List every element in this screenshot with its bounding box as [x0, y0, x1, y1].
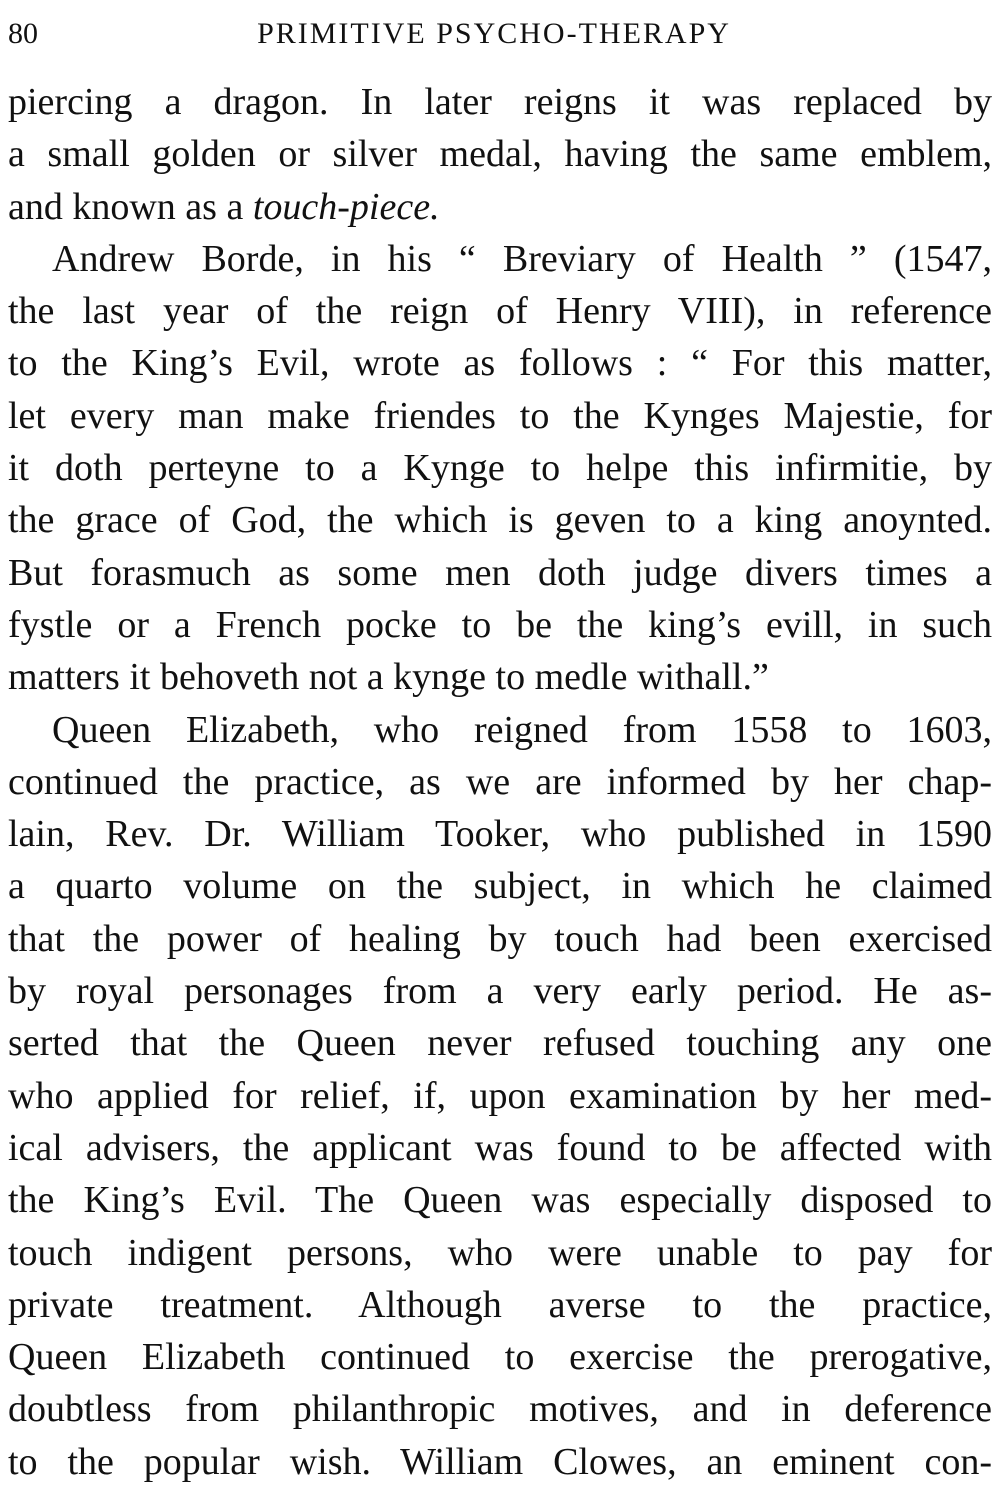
page-header	[8, 12, 992, 56]
page-number: 80	[8, 17, 38, 50]
text-line: Queen Elizabeth continued to exercise the prerogative,	[8, 1336, 992, 1379]
text-line: serted that the Queen never refused touching any one	[8, 1022, 992, 1065]
text-line: the King’s Evil. The Queen was especially disposed to	[8, 1179, 992, 1222]
italic-term: touch-piece.	[252, 185, 440, 228]
text-line: that the power of healing by touch had been exercised	[8, 917, 992, 960]
text-line: the grace of God, the which is geven to a king anoynted.	[8, 499, 992, 542]
text-line: who applied for relief, if, upon examination by her med-	[8, 1074, 992, 1117]
text-line: a quarto volume on the subject, in which he claimed	[8, 865, 992, 908]
text-line: fystle or a French pocke to be the king’s evill, in such	[8, 603, 992, 646]
text-line: the last year of the reign of Henry VIII), in reference	[8, 290, 992, 333]
text-line: ical advisers, the applicant was found to be affected with	[8, 1126, 992, 1169]
text-line: touch indigent persons, who were unable to pay for	[8, 1231, 992, 1274]
text-line: doubtless from philanthropic motives, and in deference	[8, 1388, 992, 1431]
text-line: a small golden or silver medal, having the same emblem,	[8, 133, 992, 176]
text-line: matters it behoveth not a kynge to medle withall.”	[8, 656, 769, 699]
text-line: to the King’s Evil, wrote as follows : “ For this matter,	[8, 342, 992, 385]
paragraph-first-line: Queen Elizabeth, who reigned from 1558 to 1603,	[52, 708, 992, 751]
text-line: it doth perteyne to a Kynge to helpe this infirmitie, by	[8, 447, 992, 490]
text-line: piercing a dragon. In later reigns it was replaced by	[8, 81, 992, 123]
text-line: private treatment. Although averse to the practice,	[8, 1283, 992, 1326]
text-line: lain, Rev. Dr. William Tooker, who published in 1590	[8, 813, 992, 856]
text-line: let every man make friendes to the Kynges Majestie, for	[8, 394, 992, 437]
text-line: But forasmuch as some men doth judge divers times a	[8, 551, 992, 594]
text-line	[8, 181, 992, 233]
text-line: to the popular wish. William Clowes, an eminent con-	[8, 1440, 992, 1483]
text-line: by royal personages from a very early period. He as-	[8, 970, 992, 1013]
text-line: continued the practice, as we are informed by her chap-	[8, 760, 992, 803]
text-segment: and known as a	[8, 185, 244, 228]
body-text	[8, 76, 992, 1488]
paragraph-first-line: Andrew Borde, in his “ Breviary of Health ” (1547,	[52, 237, 992, 280]
running-title: PRIMITIVE PSYCHO-THERAPY	[257, 17, 731, 50]
